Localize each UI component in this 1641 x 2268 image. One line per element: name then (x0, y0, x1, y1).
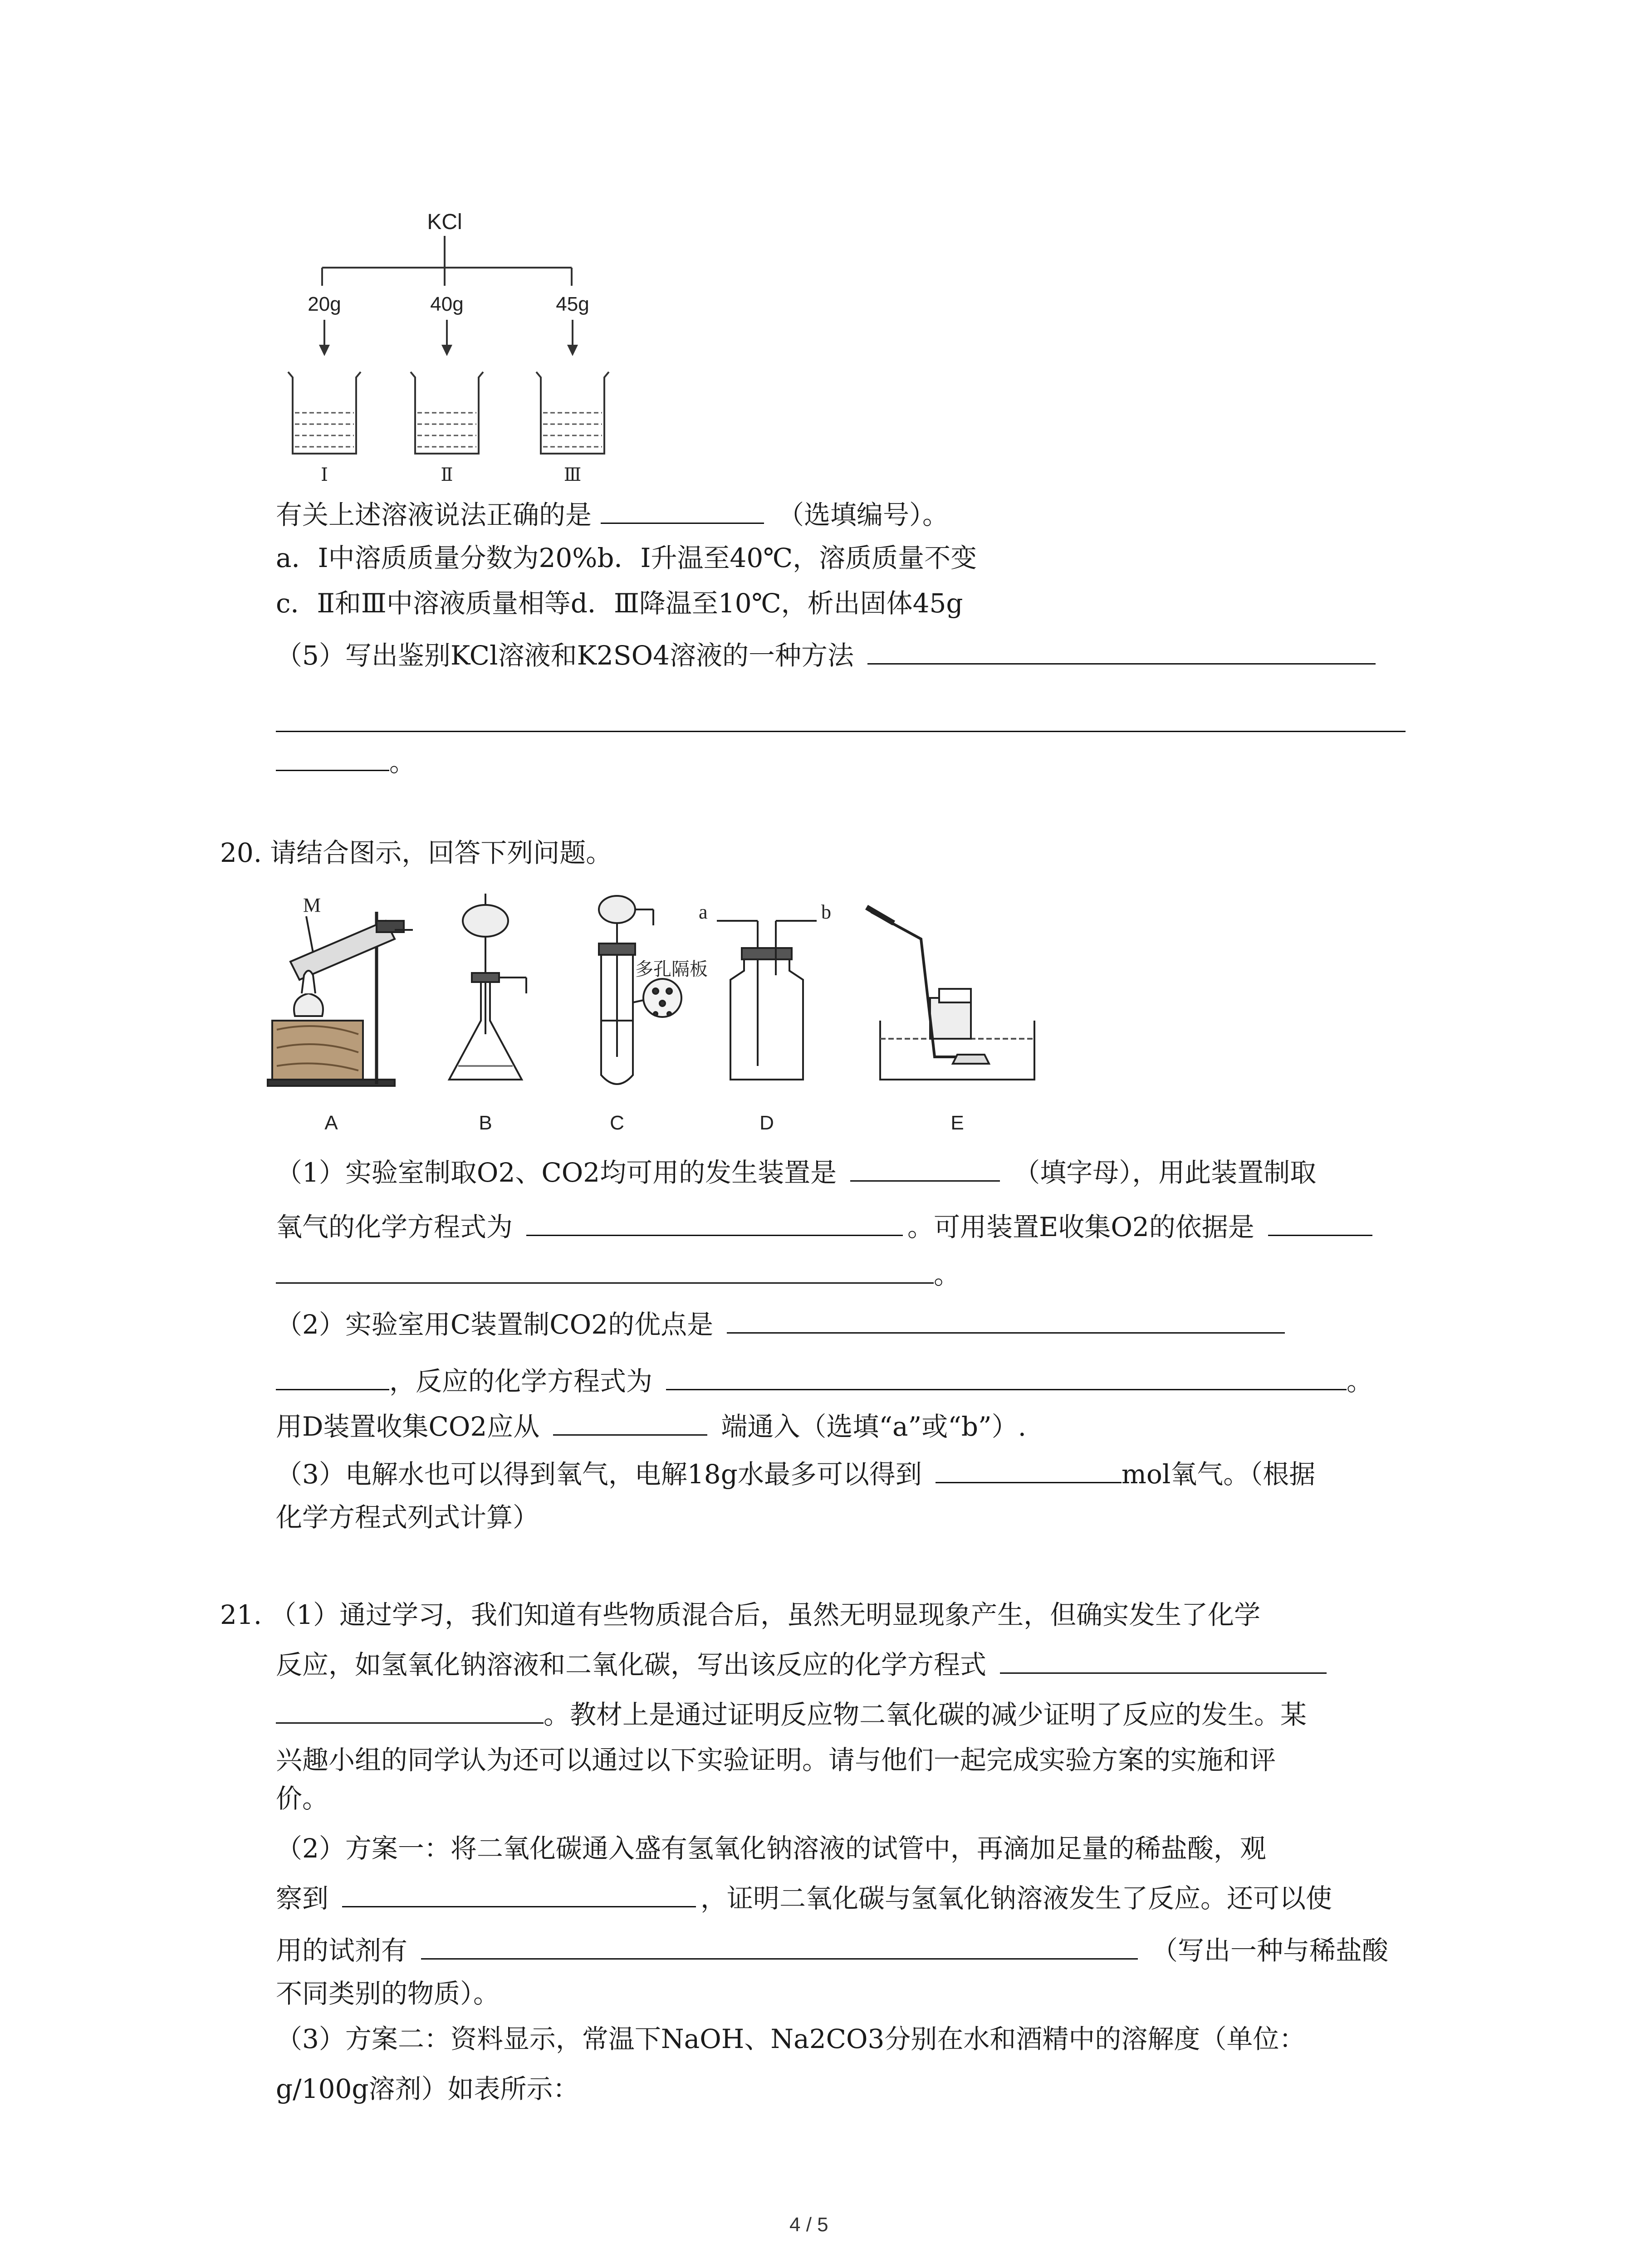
apparatus-a (268, 912, 413, 1086)
beaker-label-1: Ⅰ (321, 464, 328, 485)
q20-p1-blank-3[interactable] (1268, 1209, 1372, 1236)
q19-part5 (276, 637, 1376, 674)
q21-line9: 不同类别的物质）。 (276, 1978, 500, 2009)
q20-p1-text-b: （填字母），用此装置制取 (1014, 1157, 1317, 1188)
q19-part5-blank-3[interactable] (276, 744, 389, 771)
q21-p1-blank-2[interactable] (276, 1697, 544, 1724)
beaker-label-2: Ⅱ (441, 464, 453, 485)
q21-line8-text-a: 用的试剂有 (276, 1935, 408, 1966)
q20-p2-text-e: 端通入（选填“a”或“b”）. (721, 1411, 1027, 1442)
apparatus-e (867, 907, 1034, 1080)
kcl-beaker-figure (272, 209, 626, 499)
q20-p2-text-a: （2）实验室用C装置制CO2的优点是 (276, 1309, 714, 1340)
apparatus-label-b: B (479, 1112, 492, 1134)
q21-line2 (276, 1647, 1327, 1683)
q19-stem (276, 497, 949, 533)
q20-p2-text-b: ，反应的化学方程式为 (389, 1366, 653, 1397)
q19-answer-blank[interactable] (601, 497, 764, 524)
q21-line7 (276, 1880, 1332, 1916)
q20-title: 请结合图示，回答下列问题。 (270, 837, 612, 868)
q19-option-ab: a．I中溶质质量分数为20%b．I升温至40℃，溶质质量不变 (276, 543, 977, 573)
beaker-label-3: Ⅲ (563, 464, 582, 485)
q20-p2-text-c: 。 (1347, 1366, 1373, 1397)
q20-part3-line2: 化学方程式列式计算） (276, 1502, 539, 1533)
apparatus-c (599, 896, 681, 1084)
q19-part5-blank-2[interactable] (276, 705, 1406, 732)
lab-apparatus-figure (263, 885, 1443, 1139)
q20-p2-text-d: 用D装置收集CO2应从 (276, 1411, 540, 1442)
apparatus-label-e: E (950, 1112, 964, 1134)
mass-label-2: 40g (430, 293, 464, 315)
q19-stem-text-2: （选填编号）。 (778, 499, 949, 530)
q21-line1-text: （1）通过学习，我们知道有些物质混合后，虽然无明显现象产生，但确实发生了化学 (270, 1599, 1261, 1630)
q20-p2-blank-3[interactable] (666, 1364, 1347, 1390)
q21-number: 21. (220, 1599, 262, 1630)
q20-p2-blank-4[interactable] (553, 1409, 707, 1436)
q21-p1-blank-1[interactable] (1000, 1647, 1327, 1674)
q20-heading (220, 835, 612, 871)
q20-p1-text-d: 。可用装置E收集O2的依据是 (907, 1212, 1254, 1242)
q20-p3-text-a: （3）电解水也可以得到氧气，电解18g水最多可以得到 (276, 1459, 922, 1490)
q19-stem-text: 有关上述溶液说法正确的是 (276, 499, 592, 530)
q21-line8-text-b: （写出一种与稀盐酸 (1151, 1935, 1389, 1966)
q19-option-cd: c．Ⅱ和Ⅲ中溶液质量相等d．Ⅲ降温至10℃，析出固体45g (276, 588, 963, 619)
kcl-label: KCl (427, 210, 462, 234)
q20-p1-blank-4[interactable] (276, 1257, 934, 1284)
q21-line1 (220, 1597, 1260, 1633)
apparatus-label-d: D (759, 1112, 774, 1134)
q19-part5-text: （5）写出鉴别KCl溶液和K2SO4溶液的一种方法 (276, 640, 854, 671)
apparatus-d-b-label: b (821, 901, 831, 923)
q21-line7-text-b: ，证明二氧化碳与氢氧化钠溶液发生了反应。还可以使 (700, 1883, 1332, 1914)
apparatus-label-a: A (324, 1112, 338, 1134)
q21-line4: 兴趣小组的同学认为还可以通过以下实验证明。请与他们一起完成实验方案的实施和评 (276, 1745, 1276, 1775)
mass-label-1: 20g (308, 293, 341, 315)
q21-line8 (276, 1932, 1388, 1969)
q20-p1-text-c: 氧气的化学方程式为 (276, 1212, 513, 1242)
q20-part2-line2 (276, 1363, 1373, 1399)
q20-p3-text-b: mol氧气。（根据 (1121, 1459, 1316, 1490)
q20-p1-blank-1[interactable] (850, 1155, 1000, 1182)
q20-part1-line3 (276, 1256, 960, 1293)
q21-line3-text: 。教材上是通过证明反应物二氧化碳的减少证明了反应的发生。某 (544, 1699, 1307, 1730)
apparatus-d (717, 921, 817, 1080)
q21-line5: 价。 (276, 1783, 329, 1814)
q20-p2-blank-2[interactable] (276, 1364, 389, 1390)
q20-p1-text-a: （1）实验室制取O2、CO2均可用的发生装置是 (276, 1157, 837, 1188)
q20-part2-line3 (276, 1408, 1026, 1445)
q19-part5-blank-1[interactable] (867, 638, 1376, 665)
q21-line6: （2）方案一：将二氧化碳通入盛有氢氧化钠溶液的试管中，再滴加足量的稀盐酸，观 (276, 1833, 1266, 1864)
apparatus-label-c: C (610, 1112, 624, 1134)
q20-part1-line1 (276, 1154, 1316, 1191)
q20-part1-line2 (276, 1209, 1372, 1245)
page-number: 4 / 5 (789, 2214, 828, 2236)
q21-line7-text-a: 察到 (276, 1883, 329, 1914)
q20-p1-end: 。 (934, 1259, 960, 1290)
q21-p2-blank-1[interactable] (342, 1881, 696, 1907)
q21-p2-blank-2[interactable] (421, 1933, 1138, 1960)
q21-line3 (276, 1696, 1307, 1733)
q20-part3-line1 (276, 1456, 1315, 1492)
q20-p2-blank-1[interactable] (727, 1307, 1285, 1334)
q21-line11: g/100g溶剂）如表所示： (276, 2073, 579, 2104)
q20-number: 20. (220, 837, 262, 868)
q20-p3-blank[interactable] (936, 1457, 1122, 1483)
mass-label-3: 45g (556, 293, 589, 315)
q19-part5-end (276, 744, 416, 780)
apparatus-m-label: M (303, 894, 321, 916)
apparatus-c-plate-label: 多孔隔板 (635, 959, 708, 980)
q20-part2-line1 (276, 1306, 1285, 1343)
q21-line2-text: 反应，如氢氧化钠溶液和二氧化碳，写出该反应的化学方程式 (276, 1649, 987, 1680)
q19-end-text: 。 (389, 747, 416, 777)
apparatus-b (449, 894, 526, 1080)
q20-p1-blank-2[interactable] (526, 1209, 903, 1236)
q21-line10: （3）方案二：资料显示，常温下NaOH、Na2CO3分别在水和酒精中的溶解度（单位： (276, 2024, 1306, 2054)
apparatus-d-a-label: a (699, 901, 708, 923)
